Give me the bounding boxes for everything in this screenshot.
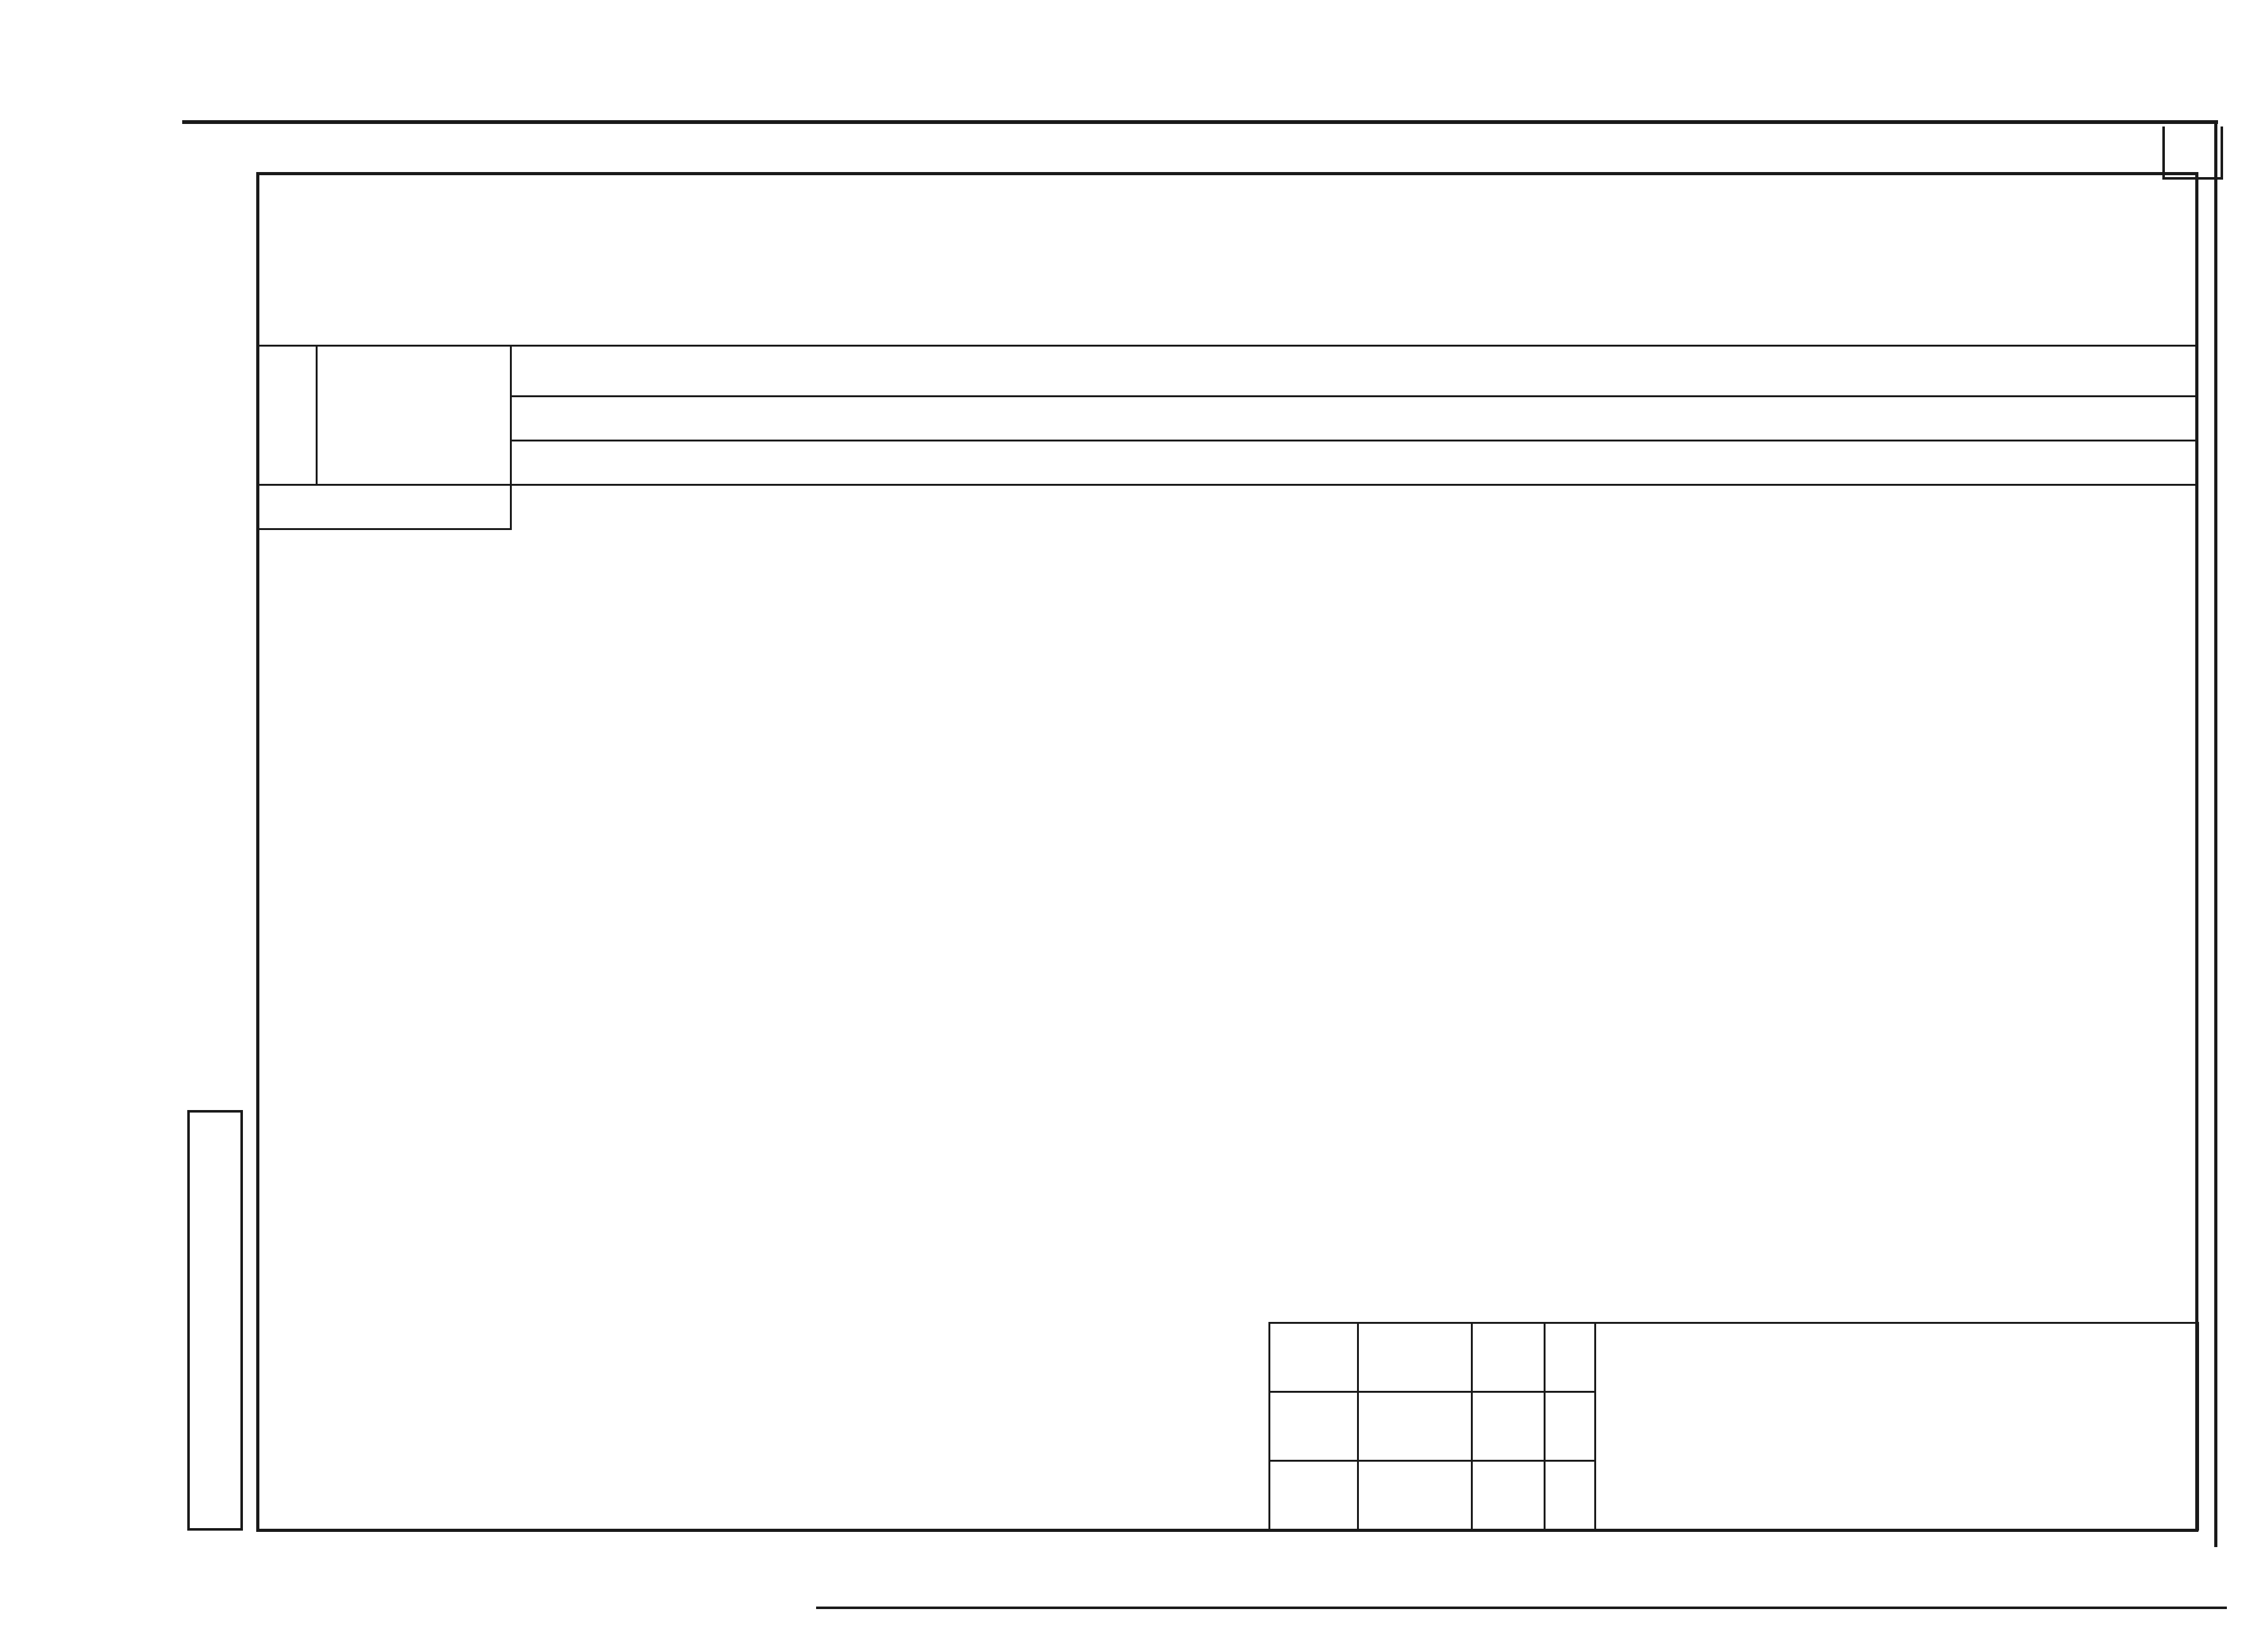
resistance-header — [257, 346, 317, 485]
bottom-rule — [816, 1607, 2227, 1609]
doc-code — [1596, 1323, 2198, 1530]
top-rule — [182, 120, 2218, 124]
spec-table — [256, 345, 2198, 530]
side-strip — [187, 1110, 243, 1531]
right-rule — [2214, 124, 2217, 1547]
depth-title — [511, 441, 2198, 485]
depth-row-spacer — [257, 485, 511, 529]
tech-header — [316, 346, 511, 485]
pressure-title — [511, 346, 2198, 397]
title-block — [1268, 1322, 2199, 1531]
